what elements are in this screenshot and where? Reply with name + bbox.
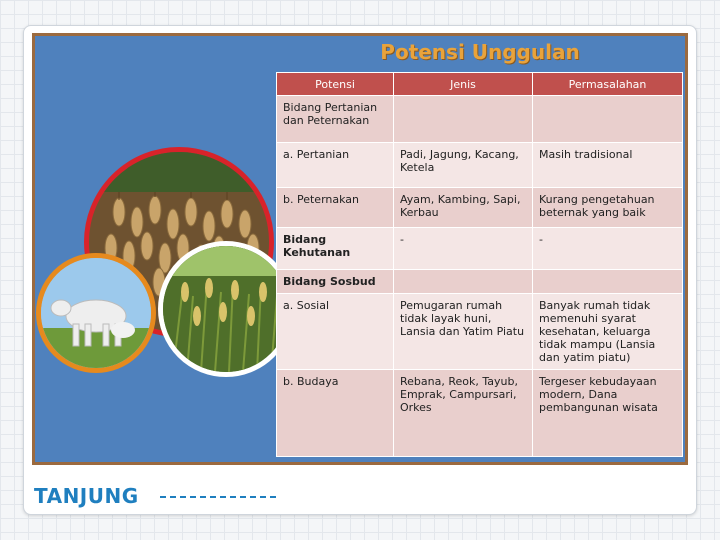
- header-potensi: Potensi: [277, 73, 394, 96]
- table-header-row: [277, 73, 683, 96]
- slide-title: Potensi Unggulan: [380, 40, 580, 64]
- cell-jenis: [394, 270, 533, 294]
- cell-permasalahan: Kurang pengetahuan beternak yang baik: [533, 188, 683, 228]
- cell-potensi: Bidang Sosbud: [277, 270, 394, 294]
- cell-jenis: Rebana, Reok, Tayub, Emprak, Campursari, Orkes: [394, 370, 533, 457]
- cell-potensi: b. Budaya: [277, 370, 394, 457]
- cell-jenis: Padi, Jagung, Kacang, Ketela: [394, 143, 533, 188]
- header-jenis: Jenis: [394, 73, 533, 96]
- cell-permasalahan: [533, 270, 683, 294]
- table-row: [277, 294, 683, 370]
- cell-permasalahan: Masih tradisional: [533, 143, 683, 188]
- table-row: [277, 96, 683, 143]
- table-row: [277, 228, 683, 270]
- table-row: [277, 188, 683, 228]
- header-permasalahan: Permasalahan: [533, 73, 683, 96]
- cell-permasalahan: Banyak rumah tidak memenuhi syarat kesehatan, keluarga tidak mampu (Lansia dan yatim piatu): [533, 294, 683, 370]
- table-row: [277, 270, 683, 294]
- potensi-table: [276, 72, 682, 457]
- cell-jenis: -: [394, 228, 533, 270]
- table-row: [277, 370, 683, 457]
- cell-potensi: b. Peternakan: [277, 188, 394, 228]
- cell-potensi: Bidang Pertanian dan Peternakan: [277, 96, 394, 143]
- footer-label: TANJUNG: [34, 484, 139, 508]
- cell-potensi: a. Sosial: [277, 294, 394, 370]
- cell-permasalahan: [533, 96, 683, 143]
- cell-jenis: Ayam, Kambing, Sapi, Kerbau: [394, 188, 533, 228]
- cell-permasalahan: Tergeser kebudayaan modern, Dana pembangunan wisata: [533, 370, 683, 457]
- cell-potensi: a. Pertanian: [277, 143, 394, 188]
- cell-potensi: Bidang Kehutanan: [277, 228, 394, 270]
- cell-jenis: [394, 96, 533, 143]
- cattle-photo: [36, 253, 156, 373]
- cell-jenis: Pemugaran rumah tidak layak huni, Lansia dan Yatim Piatu: [394, 294, 533, 370]
- rice-field-photo: [158, 241, 294, 377]
- table-row: [277, 143, 683, 188]
- footer-dashed-line: [160, 496, 276, 498]
- cell-permasalahan: -: [533, 228, 683, 270]
